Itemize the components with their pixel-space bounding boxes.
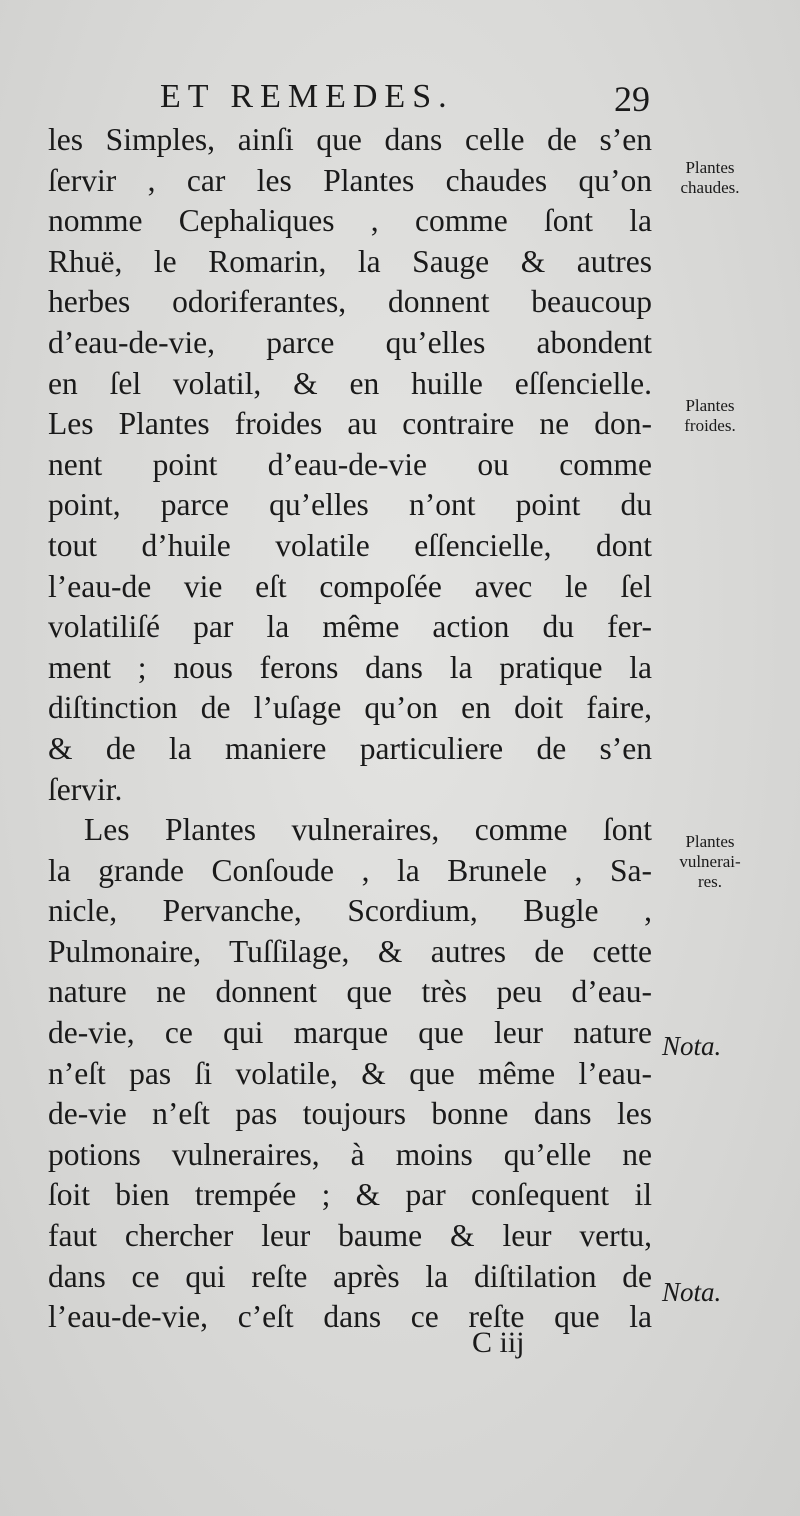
margin-note-line: Plantes: [685, 158, 735, 177]
margin-note-plantes-chaudes: [660, 158, 760, 198]
page-number: 29: [614, 79, 650, 119]
text-line: diſtinction de l’uſage qu’on en doit faire,: [48, 690, 652, 726]
signature-mark: C iij: [472, 1326, 525, 1359]
running-head: [160, 78, 650, 122]
margin-note-nota-1: Nota.: [662, 1031, 722, 1061]
text-line: ſervir.: [48, 771, 123, 807]
text-line: d’eau-de-vie, parce qu’elles abondent: [48, 324, 652, 360]
text-line: de-vie n’eſt pas toujours bonne dans les: [48, 1096, 652, 1132]
margin-note-line: res.: [697, 872, 723, 891]
text-line: Les Plantes froides au contraire ne don-: [48, 406, 652, 442]
text-line: potions vulneraires, à moins qu’elle ne: [48, 1136, 652, 1172]
text-line: point, parce qu’elles n’ont point du: [48, 487, 652, 523]
text-line: Les Plantes vulneraires, comme ſont: [84, 812, 652, 848]
margin-note-line: vulnerai-: [679, 852, 741, 871]
text-line: la grande Conſoude , la Brunele , Sa-: [48, 852, 652, 888]
text-line: tout d’huile volatile eſſencielle, dont: [48, 527, 652, 563]
text-line: de-vie, ce qui marque que leur nature: [48, 1015, 652, 1051]
margin-note-line: froides.: [684, 416, 736, 435]
text-line: n’eſt pas ſi volatile, & que même l’eau-: [48, 1055, 652, 1091]
text-line: l’eau-de-vie, c’eſt dans ce reſte que la: [48, 1299, 652, 1335]
margin-note-line: chaudes.: [680, 178, 740, 197]
text-line: herbes odoriferantes, donnent beaucoup: [48, 284, 652, 320]
text-line: volatiliſé par la même action du fer-: [48, 609, 652, 645]
text-line: dans ce qui reſte après la diſtilation de: [48, 1258, 652, 1294]
text-line: nent point d’eau-de-vie ou comme: [48, 446, 652, 482]
margin-note-nota-2: Nota.: [662, 1277, 722, 1307]
body-text: [48, 120, 652, 1338]
text-line: nature ne donnent que très peu d’eau-: [48, 974, 652, 1010]
text-line: ſoit bien trempée ; & par conſequent il: [48, 1177, 652, 1213]
text-line: & de la maniere particuliere de s’en: [48, 730, 652, 766]
text-line: en ſel volatil, & en huille eſſencielle.: [48, 365, 652, 401]
text-line: Pulmonaire, Tuſſilage, & autres de cette: [48, 933, 652, 969]
text-line: les Simples, ainſi que dans celle de s’en: [48, 122, 652, 157]
text-line: nicle, Pervanche, Scordium, Bugle ,: [48, 893, 652, 929]
text-line: faut chercher leur baume & leur vertu,: [48, 1218, 652, 1254]
margin-note-line: Plantes: [685, 832, 735, 851]
text-line: Rhuë, le Romarin, la Sauge & autres: [48, 243, 652, 279]
text-line: l’eau-de vie eſt compoſée avec le ſel: [48, 568, 652, 604]
margin-note-plantes-froides: [660, 396, 760, 436]
running-title: ET REMEDES.: [160, 78, 454, 115]
margin-note-plantes-vulneraires: [660, 832, 760, 892]
text-line: ſervir , car les Plantes chaudes qu’on: [48, 162, 652, 198]
text-line: ment ; nous ferons dans la pratique la: [48, 649, 652, 685]
text-line: nomme Cephaliques , comme ſont la: [48, 203, 652, 239]
margin-note-line: Plantes: [685, 396, 735, 415]
